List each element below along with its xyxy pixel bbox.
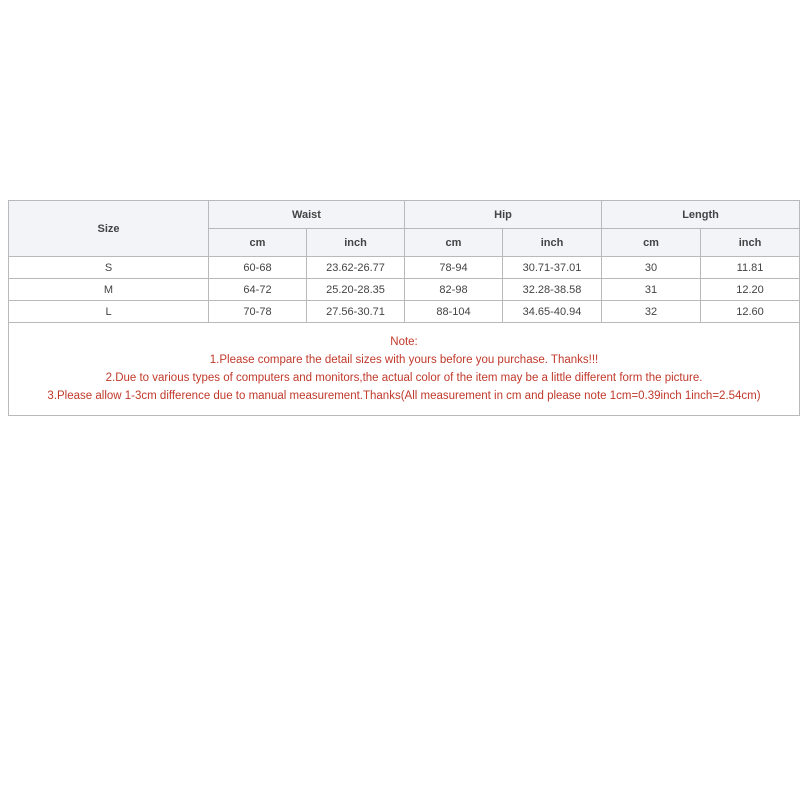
unit-header: inch [503,229,602,257]
unit-header: cm [405,229,503,257]
table-cell: 30.71-37.01 [503,257,602,279]
size-header: Size [9,201,209,257]
size-table [8,200,800,416]
table-cell: 34.65-40.94 [503,301,602,323]
table-cell: 12.60 [701,301,800,323]
unit-header: inch [701,229,800,257]
table-cell: 64-72 [209,279,307,301]
table-cell: 82-98 [405,279,503,301]
size-cell: L [9,301,209,323]
note-title: Note: [390,336,418,348]
table-cell: 25.20-28.35 [307,279,405,301]
size-chart [8,200,799,416]
notes-cell [9,323,800,416]
table-row [9,257,800,279]
table-cell: 32 [602,301,701,323]
notes-row [9,323,800,416]
table-cell: 31 [602,279,701,301]
note-line: 3.Please allow 1-3cm difference due to manual measurement.Thanks(All measurement in cm and please note 1cm=0.39inch 1inch=2.54cm) [47,390,761,402]
table-cell: 30 [602,257,701,279]
table-cell: 32.28-38.58 [503,279,602,301]
table-cell: 88-104 [405,301,503,323]
unit-header: cm [209,229,307,257]
table-cell: 23.62-26.77 [307,257,405,279]
header-row-groups [9,201,800,229]
table-cell: 27.56-30.71 [307,301,405,323]
table-row [9,301,800,323]
length-header: Length [602,201,800,229]
size-cell: S [9,257,209,279]
size-cell: M [9,279,209,301]
note-line: 1.Please compare the detail sizes with yours before you purchase. Thanks!!! [209,354,599,366]
table-cell: 70-78 [209,301,307,323]
note-line: 2.Due to various types of computers and monitors,the actual color of the item may be a little different form the picture. [105,372,703,384]
table-cell: 11.81 [701,257,800,279]
waist-header: Waist [209,201,405,229]
unit-header: cm [602,229,701,257]
unit-header: inch [307,229,405,257]
table-cell: 12.20 [701,279,800,301]
table-cell: 60-68 [209,257,307,279]
hip-header: Hip [405,201,602,229]
table-row [9,279,800,301]
table-cell: 78-94 [405,257,503,279]
